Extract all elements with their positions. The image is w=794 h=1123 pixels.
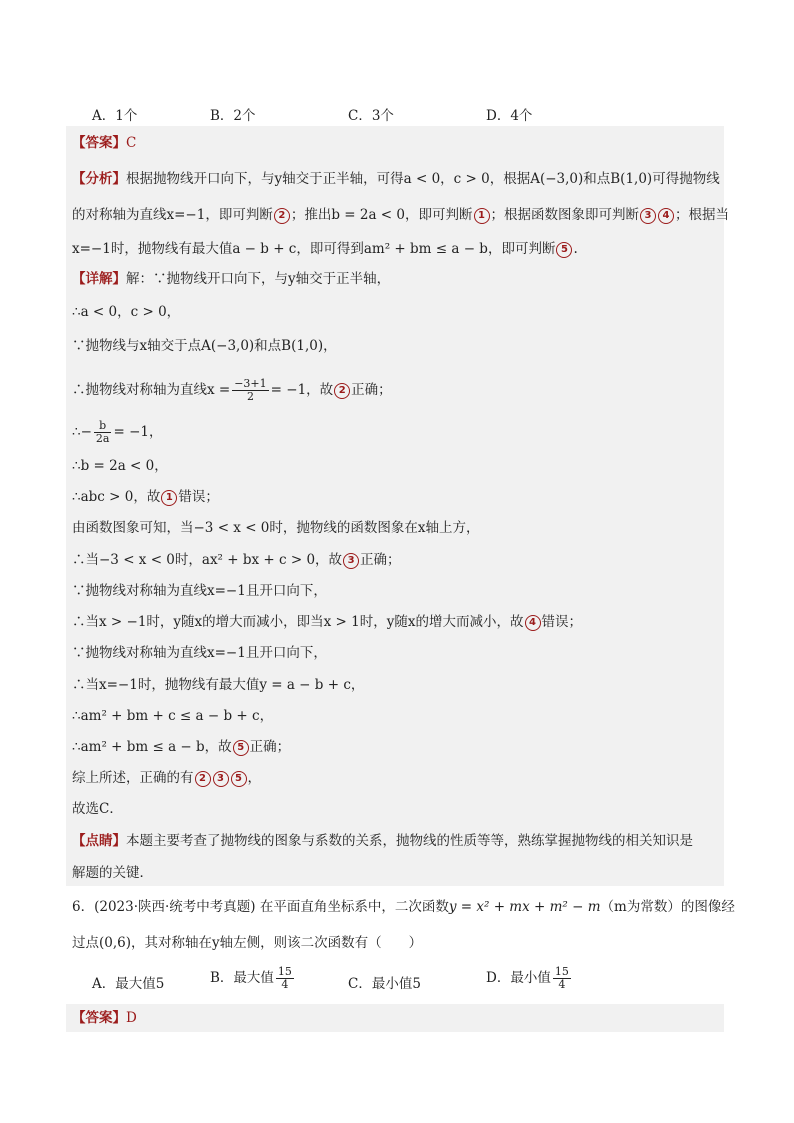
- detail-line-10: ∵抛物线对称轴为直线x=−1且开口向下，: [72, 583, 327, 599]
- q5-option-c: C．3个: [348, 108, 394, 124]
- detail-text: 正确；: [351, 382, 392, 398]
- fraction-denominator: 4: [558, 978, 566, 991]
- detail-text: = −1，: [113, 424, 163, 440]
- q6-option-b: [210, 966, 296, 991]
- fraction: [276, 966, 294, 991]
- detail-text: ，: [247, 770, 261, 786]
- q6-option-c: C．最小值5: [348, 976, 421, 992]
- analysis-line-2: [72, 206, 729, 224]
- circled-1: 1: [161, 490, 177, 506]
- detail-text: ∴am² + bm ≤ a − b，故: [72, 739, 232, 755]
- circled-4: 4: [658, 208, 674, 224]
- circled-4: 4: [525, 615, 541, 631]
- comment-text: 本题主要考查了抛物线的图象与系数的关系，抛物线的性质等等，熟练掌握抛物线的相关知识是: [126, 833, 693, 849]
- q6-option-d: [486, 966, 573, 991]
- detail-text: ∴抛物线对称轴为直线x =: [72, 382, 231, 398]
- q6-stem-line-2: 过点(0,6)，其对称轴在y轴左侧，则该二次函数有（ ）: [72, 935, 423, 951]
- circled-1: 1: [474, 208, 490, 224]
- analysis-line-3: [72, 240, 578, 258]
- detail-text: 错误；: [178, 489, 219, 505]
- detail-line-3: ∵抛物线与x轴交于点A(−3,0)和点B(1,0)，: [72, 338, 337, 354]
- circled-3: 3: [343, 553, 359, 569]
- detail-line-9: [72, 551, 401, 569]
- detail-line-8: 由函数图象可知，当−3 < x < 0时，抛物线的函数图象在x轴上方，: [72, 520, 480, 536]
- q5-option-b: B．2个: [210, 108, 256, 124]
- analysis-text: ；推出b = 2a < 0，即可判断: [290, 207, 473, 223]
- detail-text: 综上所述，正确的有: [72, 770, 194, 786]
- detail-text: ∴当x > −1时，y随x的增大而减小，即当x > 1时，y随x的增大而减小，故: [72, 614, 524, 630]
- analysis-tag: 【分析】: [72, 171, 126, 187]
- comment-line-1: [72, 832, 693, 850]
- circled-2: 2: [195, 771, 211, 787]
- detail-line-7: [72, 488, 219, 506]
- fraction: [94, 420, 112, 445]
- q6-formula: y = x² + mx + m² − m: [448, 899, 601, 915]
- detail-line-5: [72, 420, 162, 445]
- q6-stem-line-1: [72, 898, 735, 916]
- detail-text: = −1，故: [270, 382, 334, 398]
- detail-text: 解：∵抛物线开口向下，与y轴交于正半轴，: [126, 271, 391, 287]
- detail-line-14: ∴am² + bm + c ≤ a − b + c，: [72, 708, 274, 724]
- fraction-denominator: 2: [246, 390, 254, 403]
- detail-text: 正确；: [249, 739, 291, 755]
- answer-tag: 【答案】: [72, 135, 126, 151]
- q6-option-text: B．最大值: [210, 970, 274, 986]
- comment-line-2: 解题的关键．: [72, 865, 153, 881]
- detail-text: ∴−: [72, 424, 92, 440]
- analysis-text: 根据抛物线开口向下，与y轴交于正半轴，可得a < 0，c > 0，根据A(−3,0)和点B(1,0)可得抛物线: [126, 171, 720, 187]
- analysis-text: 的对称轴为直线x=−1，即可判断: [72, 207, 273, 223]
- q6-option-a: A．最大值5: [92, 976, 165, 992]
- fraction-denominator: 2a: [95, 432, 110, 445]
- analysis-text: ；根据函数图象即可判断: [490, 207, 639, 223]
- answer-value: D: [126, 1010, 137, 1026]
- detail-line-4: [72, 378, 392, 403]
- detail-line-13: ∴当x=−1时，抛物线有最大值y = a − b + c，: [72, 677, 365, 693]
- q6-option-text: D．最小值: [486, 970, 551, 986]
- q6-answer-band: [66, 1004, 724, 1032]
- q6-stem-text: 6．(2023·陕西·统考中考真题) 在平面直角坐标系中，二次函数: [72, 899, 449, 915]
- detail-text: 正确；: [360, 552, 401, 568]
- q5-answer: [72, 134, 136, 152]
- q6-answer: [72, 1009, 137, 1027]
- q6-options: [92, 966, 712, 998]
- comment-tag: 【点睛】: [72, 833, 126, 849]
- fraction-numerator: 15: [277, 965, 292, 978]
- fraction: [232, 378, 268, 403]
- answer-value: C: [126, 135, 137, 151]
- fraction: [553, 966, 571, 991]
- detail-line-2: ∴a < 0，c > 0，: [72, 304, 181, 320]
- detail-line-15: [72, 738, 290, 756]
- circled-3: 3: [213, 771, 229, 787]
- fraction-numerator: 15: [554, 965, 569, 978]
- circled-2: 2: [334, 383, 350, 399]
- detail-line-16: [72, 769, 261, 787]
- analysis-line-1: [72, 170, 720, 188]
- analysis-text: ；根据当: [675, 207, 729, 223]
- q5-option-d: D．4个: [486, 108, 533, 124]
- analysis-text: .: [573, 241, 578, 257]
- detail-text: ∴abc > 0，故: [72, 489, 161, 505]
- detail-line-12: ∵抛物线对称轴为直线x=−1且开口向下，: [72, 645, 327, 661]
- fraction-numerator: −3+1: [234, 377, 267, 390]
- detail-text: 错误；: [541, 614, 582, 630]
- detail-tag: 【详解】: [72, 271, 126, 287]
- answer-tag: 【答案】: [72, 1010, 126, 1026]
- q6-stem-text: （m为常数）的图像经: [600, 899, 735, 915]
- detail-line-6: ∴b = 2a < 0，: [72, 458, 168, 474]
- q5-option-a: A．1个: [92, 108, 138, 124]
- detail-text: ∴当−3 < x < 0时，ax² + bx + c > 0，故: [72, 552, 343, 568]
- detail-line-1: [72, 270, 390, 288]
- fraction-denominator: 4: [281, 978, 289, 991]
- analysis-text: x=−1时，抛物线有最大值a − b + c，即可得到am² + bm ≤ a − b，即可判断: [72, 241, 556, 257]
- detail-line-17: 故选C．: [72, 801, 123, 817]
- circled-3: 3: [640, 208, 656, 224]
- fraction-numerator: b: [94, 420, 112, 433]
- circled-5: 5: [231, 771, 247, 787]
- circled-5: 5: [556, 242, 572, 258]
- detail-line-11: [72, 613, 582, 631]
- circled-5: 5: [233, 740, 249, 756]
- circled-2: 2: [274, 208, 290, 224]
